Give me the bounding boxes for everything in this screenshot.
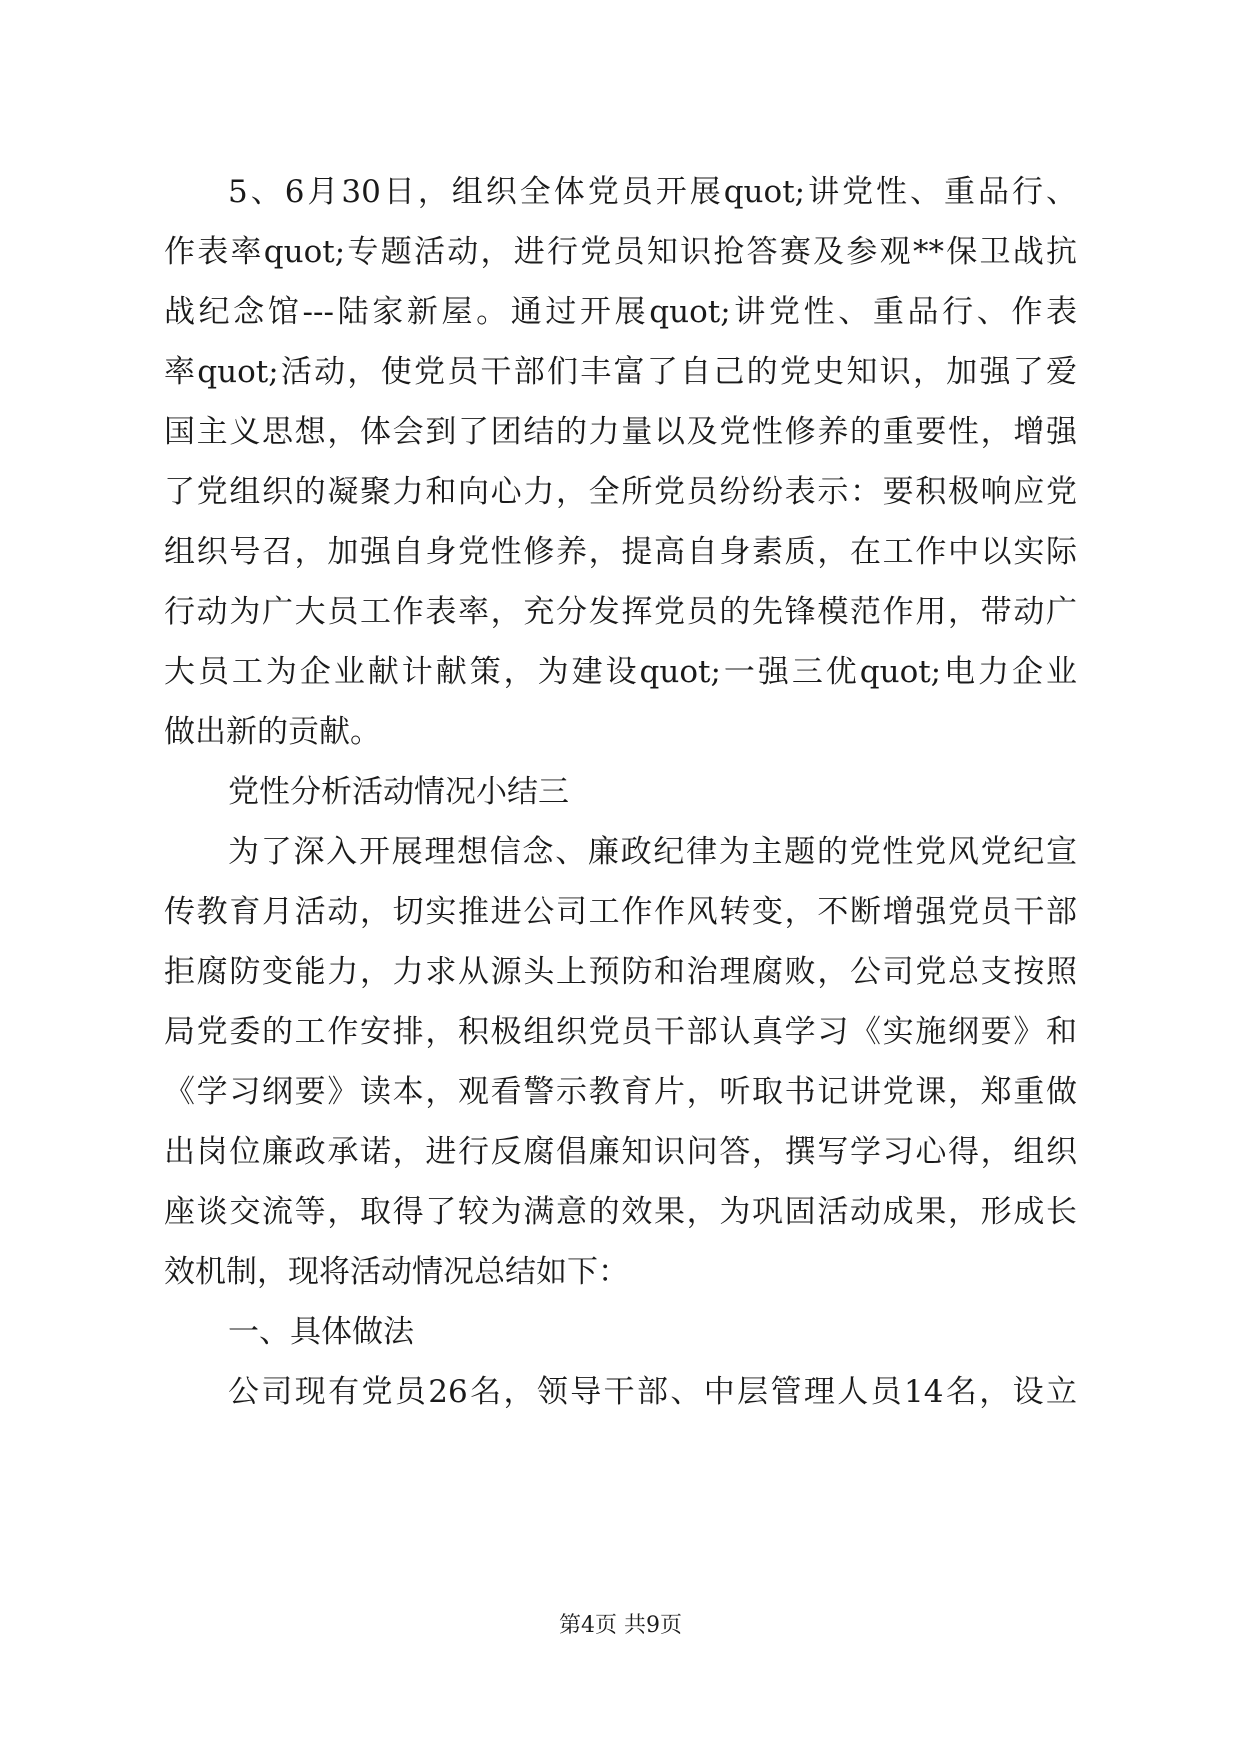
text-line: 行动为广大员工作表率，充分发挥党员的先锋模范作用，带动广 [164, 594, 1077, 630]
text-line: 组织号召，加强自身党性修养，提高自身素质，在工作中以实际 [164, 534, 1077, 570]
document-body [164, 162, 1077, 1422]
text-line: 5、6月30日，组织全体党员开展quot;讲党性、重品行、 [228, 174, 1077, 210]
text-line: 传教育月活动，切实推进公司工作作风转变，不断增强党员干部 [164, 894, 1077, 930]
text-line: 拒腐防变能力，力求从源头上预防和治理腐败，公司党总支按照 [164, 954, 1077, 990]
paragraph-members [164, 1362, 1077, 1422]
text-line: 率quot;活动，使党员干部们丰富了自己的党史知识，加强了爱 [164, 354, 1077, 390]
text-line: 座谈交流等，取得了较为满意的效果，为巩固活动成果，形成长 [164, 1194, 1077, 1230]
text-line: 效机制，现将活动情况总结如下： [164, 1254, 629, 1290]
text-line: 为了深入开展理想信念、廉政纪律为主题的党性党风党纪宣 [228, 834, 1077, 870]
text-line: 《学习纲要》读本，观看警示教育片，听取书记讲党课，郑重做 [164, 1074, 1077, 1110]
text-line: 出岗位廉政承诺，进行反腐倡廉知识问答，撰写学习心得，组织 [164, 1134, 1077, 1170]
text-line: 做出新的贡献。 [164, 714, 381, 750]
text-line: 战纪念馆---陆家新屋。通过开展quot;讲党性、重品行、作表 [164, 294, 1077, 330]
text-line: 了党组织的凝聚力和向心力，全所党员纷纷表示：要积极响应党 [164, 474, 1077, 510]
text-line: 国主义思想，体会到了团结的力量以及党性修养的重要性，增强 [164, 414, 1077, 450]
page-number-footer: 第4页 共9页 [559, 1613, 682, 1638]
text-line: 大员工为企业献计献策，为建设quot;一强三优quot;电力企业 [164, 654, 1077, 690]
text-line: 局党委的工作安排，积极组织党员干部认真学习《实施纲要》和 [164, 1014, 1077, 1050]
section-title: 党性分析活动情况小结三 [228, 774, 569, 810]
paragraph-introduction [164, 822, 1077, 1302]
text-line: 公司现有党员26名，领导干部、中层管理人员14名，设立 [228, 1374, 1077, 1410]
text-line: 作表率quot;专题活动，进行党员知识抢答赛及参观**保卫战抗 [164, 234, 1077, 270]
subheading: 一、具体做法 [228, 1314, 414, 1350]
paragraph-activity-summary [164, 162, 1077, 762]
